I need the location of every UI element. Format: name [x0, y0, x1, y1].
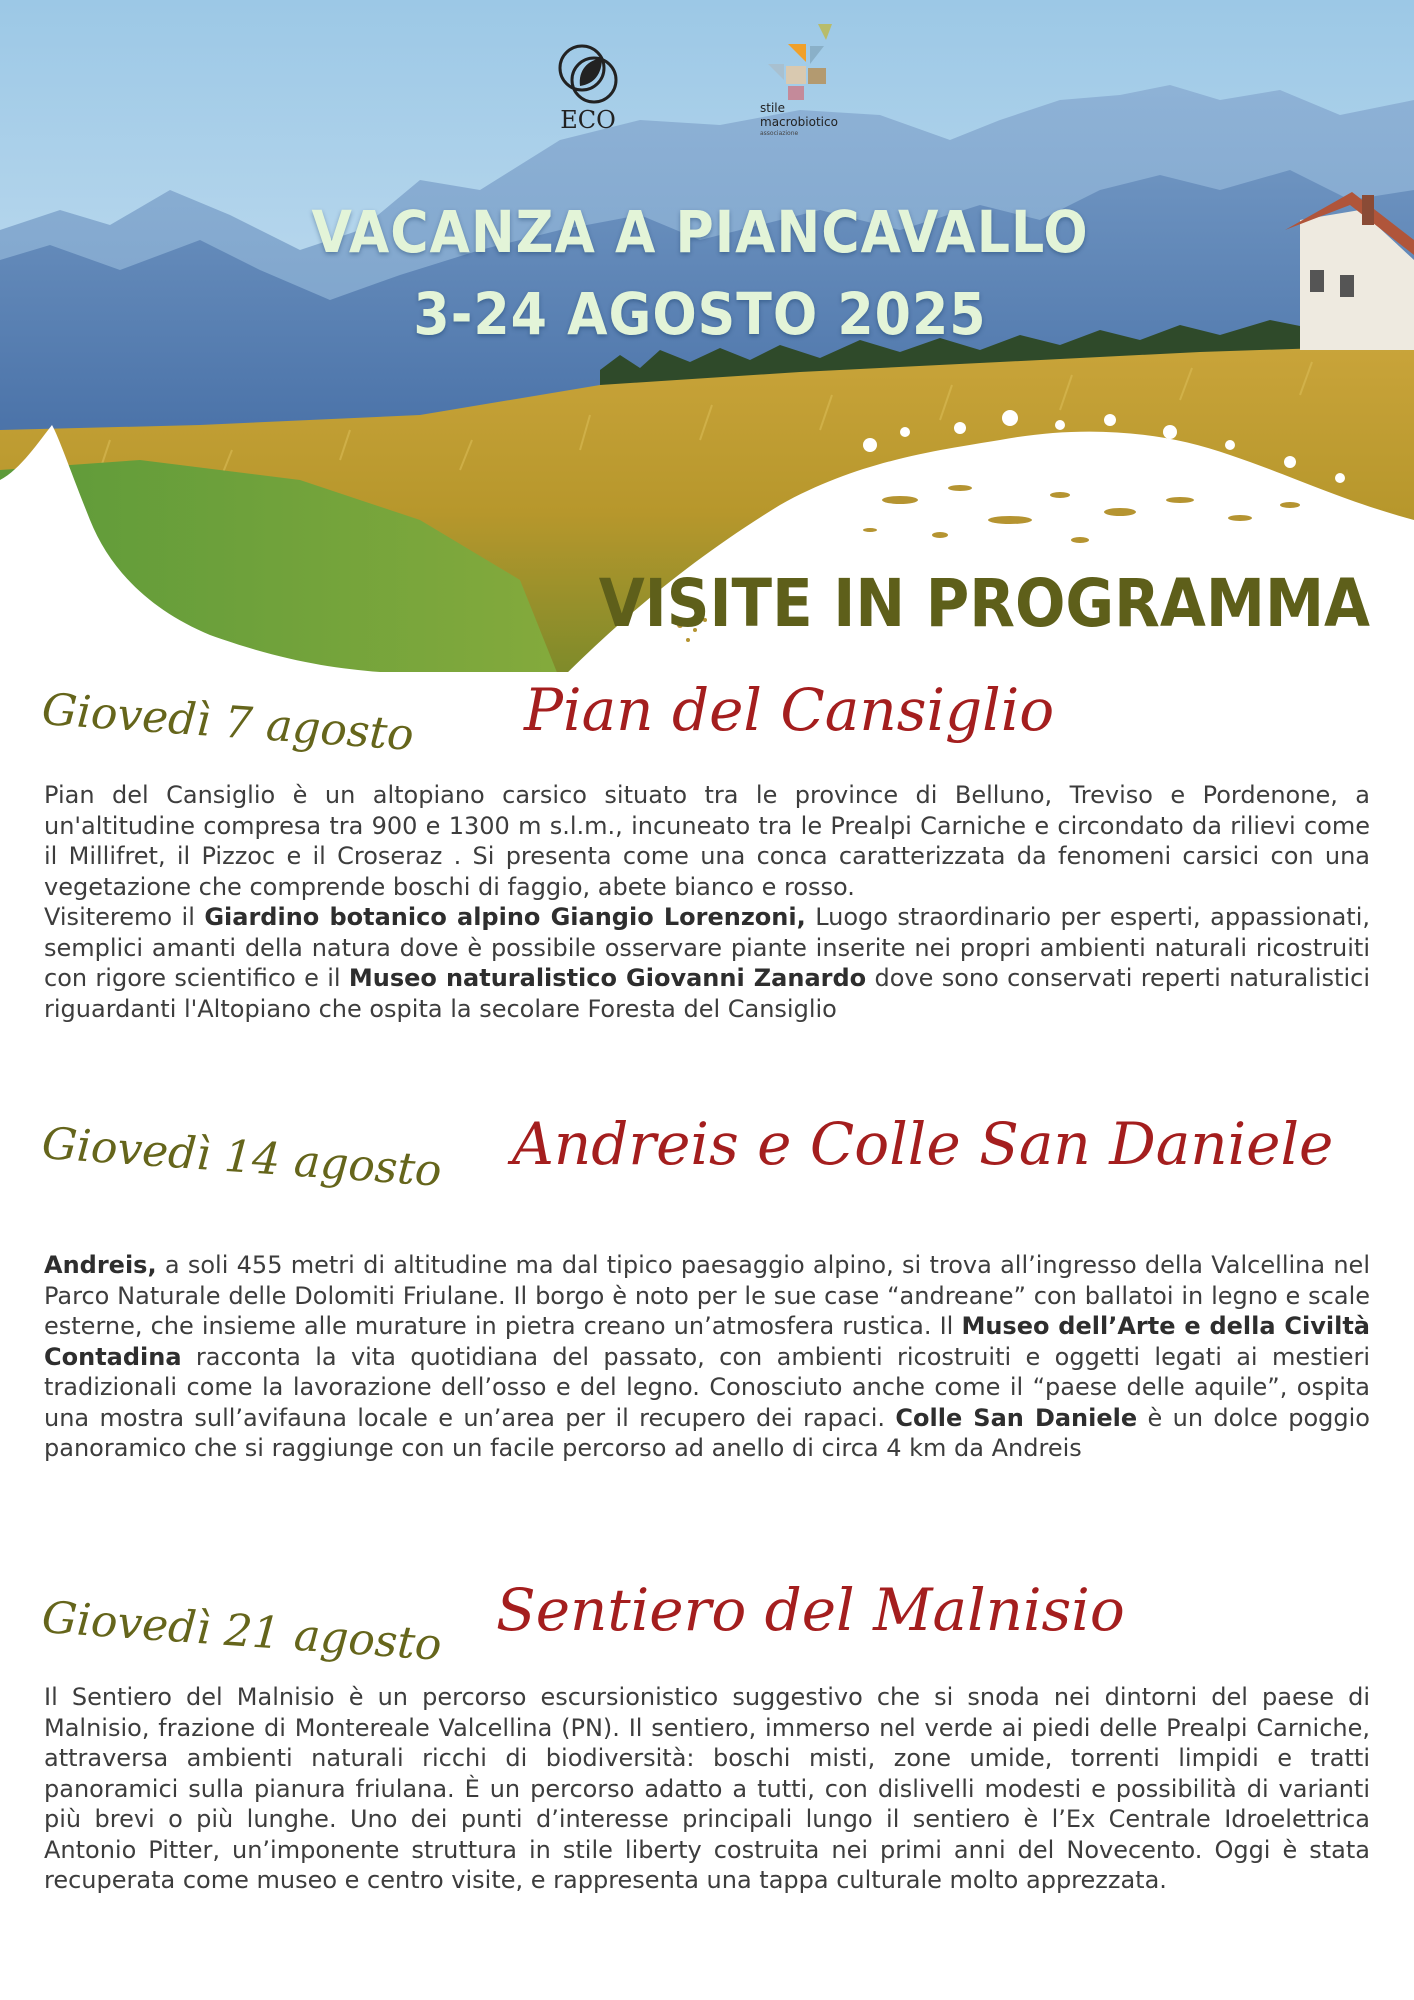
svg-text:ECO: ECO — [560, 106, 616, 134]
section-heading: VISITE IN PROGRAMMA — [598, 565, 1370, 642]
visit-day-2: Giovedì 14 agosto — [40, 1118, 444, 1197]
visit-description-3: Il Sentiero del Malnisio è un percorso escursionistico suggestivo che si snoda nei dintorni del paese di Malnisio, frazione di Montereale Valcellina (PN). Il sentiero, immerso nel verde ai piedi delle Prealpi Carniche, attraversa ambienti naturali ricchi di biodiversità: boschi misti, zone umide, torrenti limpidi e tratti panoramici sulla pianura friulana. È un percorso adatto a tutti, con dislivelli modesti e possibilità di varianti più brevi o più lunghe. Uno dei punti d’interesse principali lungo il sentiero è l’Ex Centrale Idroelettrica Antonio Pitter, un’imponente struttura in stile liberty costruita nei primi anni del Novecento. Oggi è stata recuperata come museo e centro visite, e rappresenta una tappa culturale molto apprezzata. — [44, 1683, 1370, 1894]
stile-macrobiotico-logo — [760, 22, 870, 142]
hero-banner — [0, 0, 1414, 680]
visit-day-3: Giovedì 21 agosto — [40, 1592, 444, 1671]
visit-paragraph: Pian del Cansiglio è un altopiano carsico situato tra le province di Belluno, Treviso e Pordenone, a un'altitudine compresa tra 900 e 1300 m s.l.m., incuneato tra le Prealpi Carniche e circondato da rilievi come il Millifret, il Pizzoc e il Croseraz . Si presenta come una conca caratterizzata da fenomeni carsici con una vegetazione che comprende boschi di faggio, abete bianco e rosso. — [44, 781, 1370, 901]
visit-paragraph: Visiteremo il Giardino botanico alpino Giangio Lorenzoni, Luogo straordinario per esperti, appassionati, semplici amanti della natura dove è possibile osservare piante inserite nei propri ambienti naturali ricostruiti con rigore scientifico e il Museo naturalistico Giovanni Zanardo dove sono conservati reperti naturalistici riguardanti l'Altopiano che ospita la secolare Foresta del Cansiglio — [44, 903, 1371, 1023]
visit-place-3: Sentiero del Malnisio — [496, 1576, 1125, 1644]
svg-text:macrobiotico: macrobiotico — [760, 115, 838, 129]
eco-logo — [548, 28, 628, 138]
visit-description-1 — [44, 780, 1370, 1024]
visit-place-1: Pian del Cansiglio — [524, 676, 1055, 744]
vacation-dates: 3-24 AGOSTO 2025 — [413, 280, 987, 348]
vacation-title: VACANZA A PIANCAVALLO — [311, 198, 1089, 266]
visit-day-1: Giovedì 7 agosto — [40, 684, 416, 761]
visit-place-2: Andreis e Colle San Daniele — [512, 1110, 1334, 1178]
svg-text:stile: stile — [760, 101, 786, 115]
svg-text:associazione: associazione — [760, 130, 799, 137]
visit-description-2: Andreis, a soli 455 metri di altitudine ma dal tipico paesaggio alpino, si trova all’ingresso della Valcellina nel Parco Naturale delle Dolomiti Friulane. Il borgo è noto per le sue case “andreane” con ballatoi in legno e scale esterne, che insieme alle murature in pietra creano un’atmosfera rustica. Il Museo dell’Arte e della Civiltà Contadina racconta la vita quotidiana del passato, con ambienti ricostruiti e oggetti legati ai mestieri tradizionali come la lavorazione dell’osso e del legno. Conosciuto anche come il “paese delle aquile”, ospita una mostra sull’avifauna locale e un’area per il recupero dei rapaci. Colle San Daniele è un dolce poggio panoramico che si raggiunge con un facile percorso ad anello di circa 4 km da Andreis — [44, 1251, 1370, 1462]
